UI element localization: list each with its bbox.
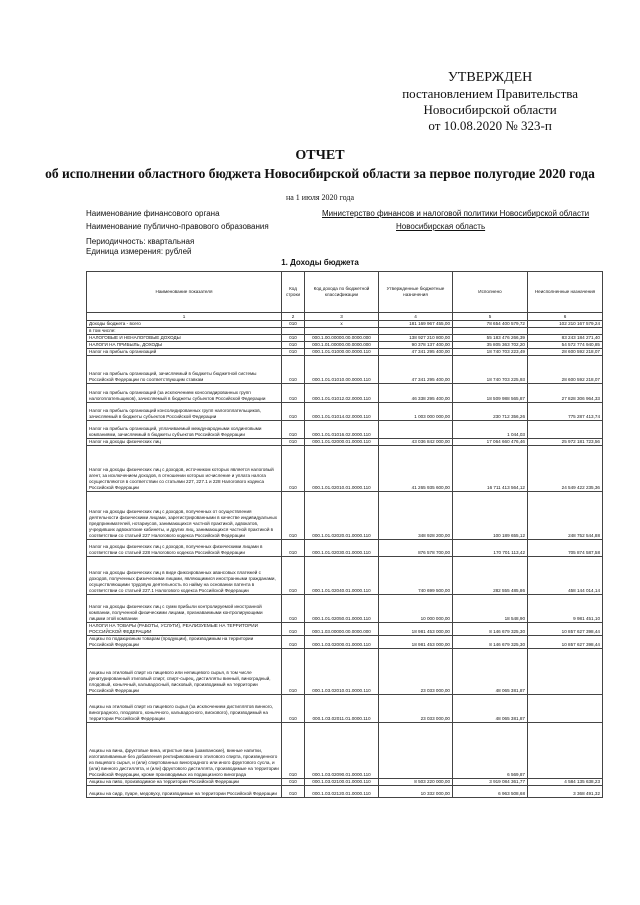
- cell-rest: 27 828 306 964,33: [528, 384, 603, 403]
- cell-done: 48 065 381,87: [453, 695, 528, 723]
- cell-code: [282, 328, 305, 335]
- cell-rest: [528, 723, 603, 779]
- cell-name: Доходы бюджета - всего: [87, 321, 282, 328]
- cell-done: 18 740 703 225,93: [453, 356, 528, 384]
- table-row: [87, 492, 603, 540]
- cell-approved: 46 338 295 400,00: [379, 384, 453, 403]
- cell-approved: 10 000 000,00: [379, 595, 453, 623]
- cell-done: 6 569,87: [453, 723, 528, 779]
- cell-rest: 25 972 181 723,56: [528, 439, 603, 446]
- cell-code: 010: [282, 403, 305, 421]
- table-row: [87, 623, 603, 636]
- cell-done: 1 044,03: [453, 421, 528, 439]
- cell-approved: 41 265 935 600,00: [379, 446, 453, 492]
- cell-rest: 24 549 422 235,36: [528, 446, 603, 492]
- cell-code: 010: [282, 439, 305, 446]
- cell-code: 010: [282, 421, 305, 439]
- header-cell-rest: Неисполненные назначения: [528, 272, 603, 313]
- cell-rest: 102 210 167 579,24: [528, 321, 603, 328]
- table-row: [87, 695, 603, 723]
- cell-rest: 775 287 413,74: [528, 403, 603, 421]
- cell-kbk: 000.1.01.02020.01.0000.110: [305, 492, 379, 540]
- cell-name: Акцизы на вина, фруктовые вина, игристые вина (шампанские), винные напитки, изготавливаемые без добавления ректификованного этилового спирта, произведенного из пищевого сырья, и (или) спиртованных виноградного или иного фруктового сусла, и (или) винного дистиллята, и (или) фруктового дистиллята, производимые на территории Российской Федерации, кроме производимых из подакцизного винограда: [87, 723, 282, 779]
- cell-code: 010: [282, 321, 305, 328]
- cell-approved: 138 927 210 800,00: [379, 335, 453, 342]
- cell-approved: 181 169 967 455,00: [379, 321, 453, 328]
- index-cell: 5: [453, 313, 528, 321]
- cell-rest: 28 600 592 218,07: [528, 356, 603, 384]
- cell-rest: 248 752 544,88: [528, 492, 603, 540]
- cell-rest: 9 981 451,10: [528, 595, 603, 623]
- cell-kbk: 000.1.01.00000.00.0000.000: [305, 342, 379, 349]
- report-subtitle: об исполнении областного бюджета Новосибирской области за первое полугодие 2020 года: [45, 166, 595, 181]
- cell-done: 18 509 988 565,87: [453, 384, 528, 403]
- cell-kbk: 000.1.01.01012.02.0000.110: [305, 384, 379, 403]
- table-row: [87, 723, 603, 779]
- cell-approved: 47 341 295 400,00: [379, 356, 453, 384]
- cell-approved: 43 036 842 000,00: [379, 439, 453, 446]
- cell-kbk: 000.1.03.02100.01.0000.110: [305, 779, 379, 786]
- cell-approved: 876 578 700,00: [379, 540, 453, 557]
- table-row: [87, 649, 603, 695]
- index-cell: 3: [305, 313, 379, 321]
- cell-approved: [379, 421, 453, 439]
- meta-period: Периодичность: квартальная: [86, 237, 195, 246]
- cell-code: 010: [282, 540, 305, 557]
- table-row: [87, 421, 603, 439]
- cell-kbk: 000.1.01.02010.01.0000.110: [305, 446, 379, 492]
- index-cell: 4: [379, 313, 453, 321]
- header-cell-name: Наименование показателя: [87, 272, 282, 313]
- cell-approved: 23 033 000,00: [379, 649, 453, 695]
- cell-kbk: 000.1.01.01016.02.0000.110: [305, 421, 379, 439]
- cell-code: 010: [282, 649, 305, 695]
- cell-rest: 10 857 627 398,44: [528, 623, 603, 636]
- cell-approved: 47 341 295 400,00: [379, 349, 453, 356]
- cell-name: Налог на прибыль организаций, зачисляемый в бюджеты бюджетной системы Российской Федерации по соответствующим ставкам: [87, 356, 282, 384]
- table-row: [87, 321, 603, 328]
- cell-kbk: 000.1.03.02011.01.0000.110: [305, 695, 379, 723]
- table-row: [87, 786, 603, 798]
- cell-done: 48 065 381,87: [453, 649, 528, 695]
- report-date: на 1 июля 2020 года: [285, 193, 355, 202]
- cell-name: НАЛОГОВЫЕ И НЕНАЛОГОВЫЕ ДОХОДЫ: [87, 335, 282, 342]
- meta-entity-row: [86, 222, 486, 231]
- cell-done: 6 963 508,68: [453, 786, 528, 798]
- table-row: [87, 328, 603, 335]
- cell-kbk: 000.1.03.00000.00.0000.000: [305, 623, 379, 636]
- report-title-block: [0, 148, 640, 182]
- table-row: [87, 557, 603, 595]
- cell-name: Акцизы по подакцизным товарам (продукции), производимым на территории Российской Федерации: [87, 636, 282, 649]
- cell-code: 010: [282, 342, 305, 349]
- approval-line-region: Новосибирской области: [423, 102, 557, 117]
- cell-kbk: 000.1.00.00000.00.0000.000: [305, 335, 379, 342]
- cell-kbk: 000.1.01.02030.01.0000.110: [305, 540, 379, 557]
- cell-name: НАЛОГИ НА ТОВАРЫ (РАБОТЫ, УСЛУГИ), РЕАЛИЗУЕМЫЕ НА ТЕРРИТОРИИ РОССИЙСКОЙ ФЕДЕРАЦИИ: [87, 623, 282, 636]
- cell-done: 3 919 084 361,77: [453, 779, 528, 786]
- cell-code: 010: [282, 623, 305, 636]
- meta-org-row: [86, 209, 590, 218]
- cell-rest: 458 144 014,14: [528, 557, 603, 595]
- cell-name: Налог на прибыль организаций: [87, 349, 282, 356]
- cell-rest: 3 368 491,32: [528, 786, 603, 798]
- index-cell: 2: [282, 313, 305, 321]
- header-cell-approved: Утвержденные бюджетные назначения: [379, 272, 453, 313]
- approval-line-decree: постановлением Правительства: [402, 86, 578, 101]
- cell-name: Налог на доходы физических лиц с доходов, полученных физическими лицами в соответствии со статьей 228 Налогового кодекса Российской Федерации: [87, 540, 282, 557]
- report-title: ОТЧЕТ: [295, 148, 345, 163]
- cell-kbk: [305, 328, 379, 335]
- cell-rest: 28 600 592 218,07: [528, 349, 603, 356]
- cell-code: 010: [282, 492, 305, 540]
- index-cell: 1: [87, 313, 282, 321]
- meta-org-label: Наименование финансового органа: [86, 209, 220, 218]
- header-cell-kbk: Код дохода по бюджетной классификации: [305, 272, 379, 313]
- cell-name: Налог на доходы физических лиц: [87, 439, 282, 446]
- table-row: [87, 636, 603, 649]
- cell-name: Акцизы на этиловый спирт из пищевого или непищевого сырья, в том числе денатурированный этиловый спирт, спирт-сырец, дистилляты винный, виноградный, плодовый, коньячный, кальвадосный, висковый, производимый на территории Российской Федерации: [87, 649, 282, 695]
- cell-rest: 705 874 587,58: [528, 540, 603, 557]
- table-body: [87, 321, 603, 798]
- cell-kbk: 000.1.03.02120.01.0000.110: [305, 786, 379, 798]
- table-row: [87, 403, 603, 421]
- cell-approved: 8 503 220 000,00: [379, 779, 453, 786]
- cell-done: 55 183 476 266,39: [453, 335, 528, 342]
- table-header-row: [87, 272, 603, 313]
- cell-kbk: 000.1.01.01014.02.0000.110: [305, 403, 379, 421]
- header-cell-code: Код строки: [282, 272, 305, 313]
- table-row: [87, 335, 603, 342]
- cell-approved: [379, 328, 453, 335]
- cell-approved: [379, 723, 453, 779]
- cell-rest: 83 243 184 271,40: [528, 335, 603, 342]
- cell-approved: 18 981 453 000,00: [379, 636, 453, 649]
- cell-done: 17 064 660 476,46: [453, 439, 528, 446]
- cell-approved: 23 033 000,00: [379, 695, 453, 723]
- cell-done: 16 711 413 564,12: [453, 446, 528, 492]
- cell-code: 010: [282, 695, 305, 723]
- table-row: [87, 349, 603, 356]
- cell-name: Налог на прибыль организаций консолидированных групп налогоплательщиков, зачисляемый в бюджеты субъектов Российской Федерации: [87, 403, 282, 421]
- meta-entity-label: Наименование публично-правового образования: [86, 222, 269, 231]
- approval-block: [402, 70, 578, 134]
- cell-name: Акцизы на пиво, производимое на территории Российской Федерации: [87, 779, 282, 786]
- cell-approved: 18 981 453 000,00: [379, 623, 453, 636]
- cell-kbk: 000.1.01.02000.01.0000.110: [305, 439, 379, 446]
- cell-kbk: x: [305, 321, 379, 328]
- cell-name: Налог на доходы физических лиц с доходов, полученных от осуществления деятельности физическими лицами, зарегистрированными в качестве индивидуальных предпринимателей, нотариусов, занимающихся частной практикой, адвокатов, учредивших адвокатские кабинеты, и других лиц, занимающихся частной практикой в соответствии со статьей 227 Налогового кодекса Российской Федерации: [87, 492, 282, 540]
- cell-code: 010: [282, 349, 305, 356]
- table-row: [87, 446, 603, 492]
- cell-kbk: 000.1.01.01010.00.0000.110: [305, 356, 379, 384]
- cell-rest: [528, 649, 603, 695]
- cell-done: 282 555 485,86: [453, 557, 528, 595]
- cell-approved: 10 332 000,00: [379, 786, 453, 798]
- cell-code: 010: [282, 595, 305, 623]
- cell-approved: 90 378 137 400,00: [379, 342, 453, 349]
- cell-name: в том числе:: [87, 328, 282, 335]
- meta-unit: Единица измерения: рублей: [86, 247, 192, 256]
- cell-rest: [528, 421, 603, 439]
- approval-heading: УТВЕРЖДЕН: [447, 70, 533, 85]
- table-row: [87, 779, 603, 786]
- cell-approved: 348 928 200,00: [379, 492, 453, 540]
- cell-kbk: 000.1.03.02090.01.0000.110: [305, 723, 379, 779]
- cell-name: Налог на прибыль организаций (за исключением консолидированных групп налогоплательщиков), зачисляемый в бюджеты субъектов Российской Федерации: [87, 384, 282, 403]
- cell-code: 010: [282, 384, 305, 403]
- cell-done: 170 701 113,42: [453, 540, 528, 557]
- cell-name: Налог на доходы физических лиц с сумм прибыли контролируемой иностранной компании, полученной физическими лицами, признаваемыми контролирующими лицами этой компании: [87, 595, 282, 623]
- table-row: [87, 342, 603, 349]
- cell-done: 230 712 356,26: [453, 403, 528, 421]
- table-row: [87, 595, 603, 623]
- cell-name: Налог на прибыль организаций, уплачиваемый международными холдинговыми компаниями, зачисляемый в бюджеты субъектов Российской Федерации: [87, 421, 282, 439]
- meta-entity-value: Новосибирская область: [396, 222, 486, 231]
- cell-kbk: 000.1.01.02040.01.0000.110: [305, 557, 379, 595]
- cell-kbk: 000.1.01.01000.00.0000.110: [305, 349, 379, 356]
- table-index-row: [87, 313, 603, 321]
- section-title: 1. Доходы бюджета: [281, 258, 359, 267]
- cell-kbk: 000.1.03.02000.01.0000.110: [305, 636, 379, 649]
- cell-code: 010: [282, 446, 305, 492]
- cell-code: 010: [282, 335, 305, 342]
- cell-name: Налог на доходы физических лиц с доходов, источником которых является налоговый агент, за исключением доходов, в отношении которых исчисление и уплата налога осуществляются в соответствии со статьями 227, 227.1 и 228 Налогового кодекса Российской Федерации: [87, 446, 282, 492]
- index-cell: 6: [528, 313, 603, 321]
- cell-name: Акцизы на этиловый спирт из пищевого сырья (за исключением дистиллятов винного, виноградного, плодового, коньячного, кальвадосного, вискового), производимый на территории Российской Федерации: [87, 695, 282, 723]
- cell-kbk: 000.1.01.02050.01.0000.110: [305, 595, 379, 623]
- cell-done: 18 740 703 223,49: [453, 349, 528, 356]
- cell-done: 35 805 363 702,20: [453, 342, 528, 349]
- cell-rest: [528, 695, 603, 723]
- cell-name: Акцизы на сидр, пуаре, медовуху, производимые на территории Российской Федерации: [87, 786, 282, 798]
- header-cell-done: Исполнено: [453, 272, 528, 313]
- cell-done: 8 146 679 325,30: [453, 636, 528, 649]
- cell-done: 78 654 400 579,72: [453, 321, 528, 328]
- cell-code: 010: [282, 779, 305, 786]
- cell-code: 010: [282, 636, 305, 649]
- cell-done: 100 189 655,12: [453, 492, 528, 540]
- approval-line-date: от 10.08.2020 № 323-п: [428, 118, 552, 133]
- cell-rest: 10 857 627 398,44: [528, 636, 603, 649]
- cell-approved: 1 003 000 000,00: [379, 403, 453, 421]
- cell-kbk: 000.1.03.02010.01.0000.110: [305, 649, 379, 695]
- cell-approved: 740 699 500,00: [379, 557, 453, 595]
- cell-name: НАЛОГИ НА ПРИБЫЛЬ, ДОХОДЫ: [87, 342, 282, 349]
- cell-code: 010: [282, 786, 305, 798]
- meta-org-value: Министерство финансов и налоговой политики Новосибирской области: [322, 209, 590, 218]
- table-row: [87, 356, 603, 384]
- cell-code: 010: [282, 356, 305, 384]
- cell-done: [453, 328, 528, 335]
- cell-code: 010: [282, 557, 305, 595]
- cell-done: 18 548,90: [453, 595, 528, 623]
- revenue-table: [86, 271, 603, 798]
- cell-code: 010: [282, 723, 305, 779]
- cell-rest: 54 572 774 940,85: [528, 342, 603, 349]
- table-row: [87, 540, 603, 557]
- cell-name: Налог на доходы физических лиц в виде фиксированных авансовых платежей с доходов, полученных физическими лицами, являющимися иностранными гражданами, осуществляющими трудовую деятельность по найму на основании патента в соответствии со статьей 227.1 Налогового кодекса Российской Федерации: [87, 557, 282, 595]
- cell-done: 8 146 679 325,30: [453, 623, 528, 636]
- cell-rest: 4 584 135 638,23: [528, 779, 603, 786]
- cell-rest: [528, 328, 603, 335]
- table-row: [87, 439, 603, 446]
- table-row: [87, 384, 603, 403]
